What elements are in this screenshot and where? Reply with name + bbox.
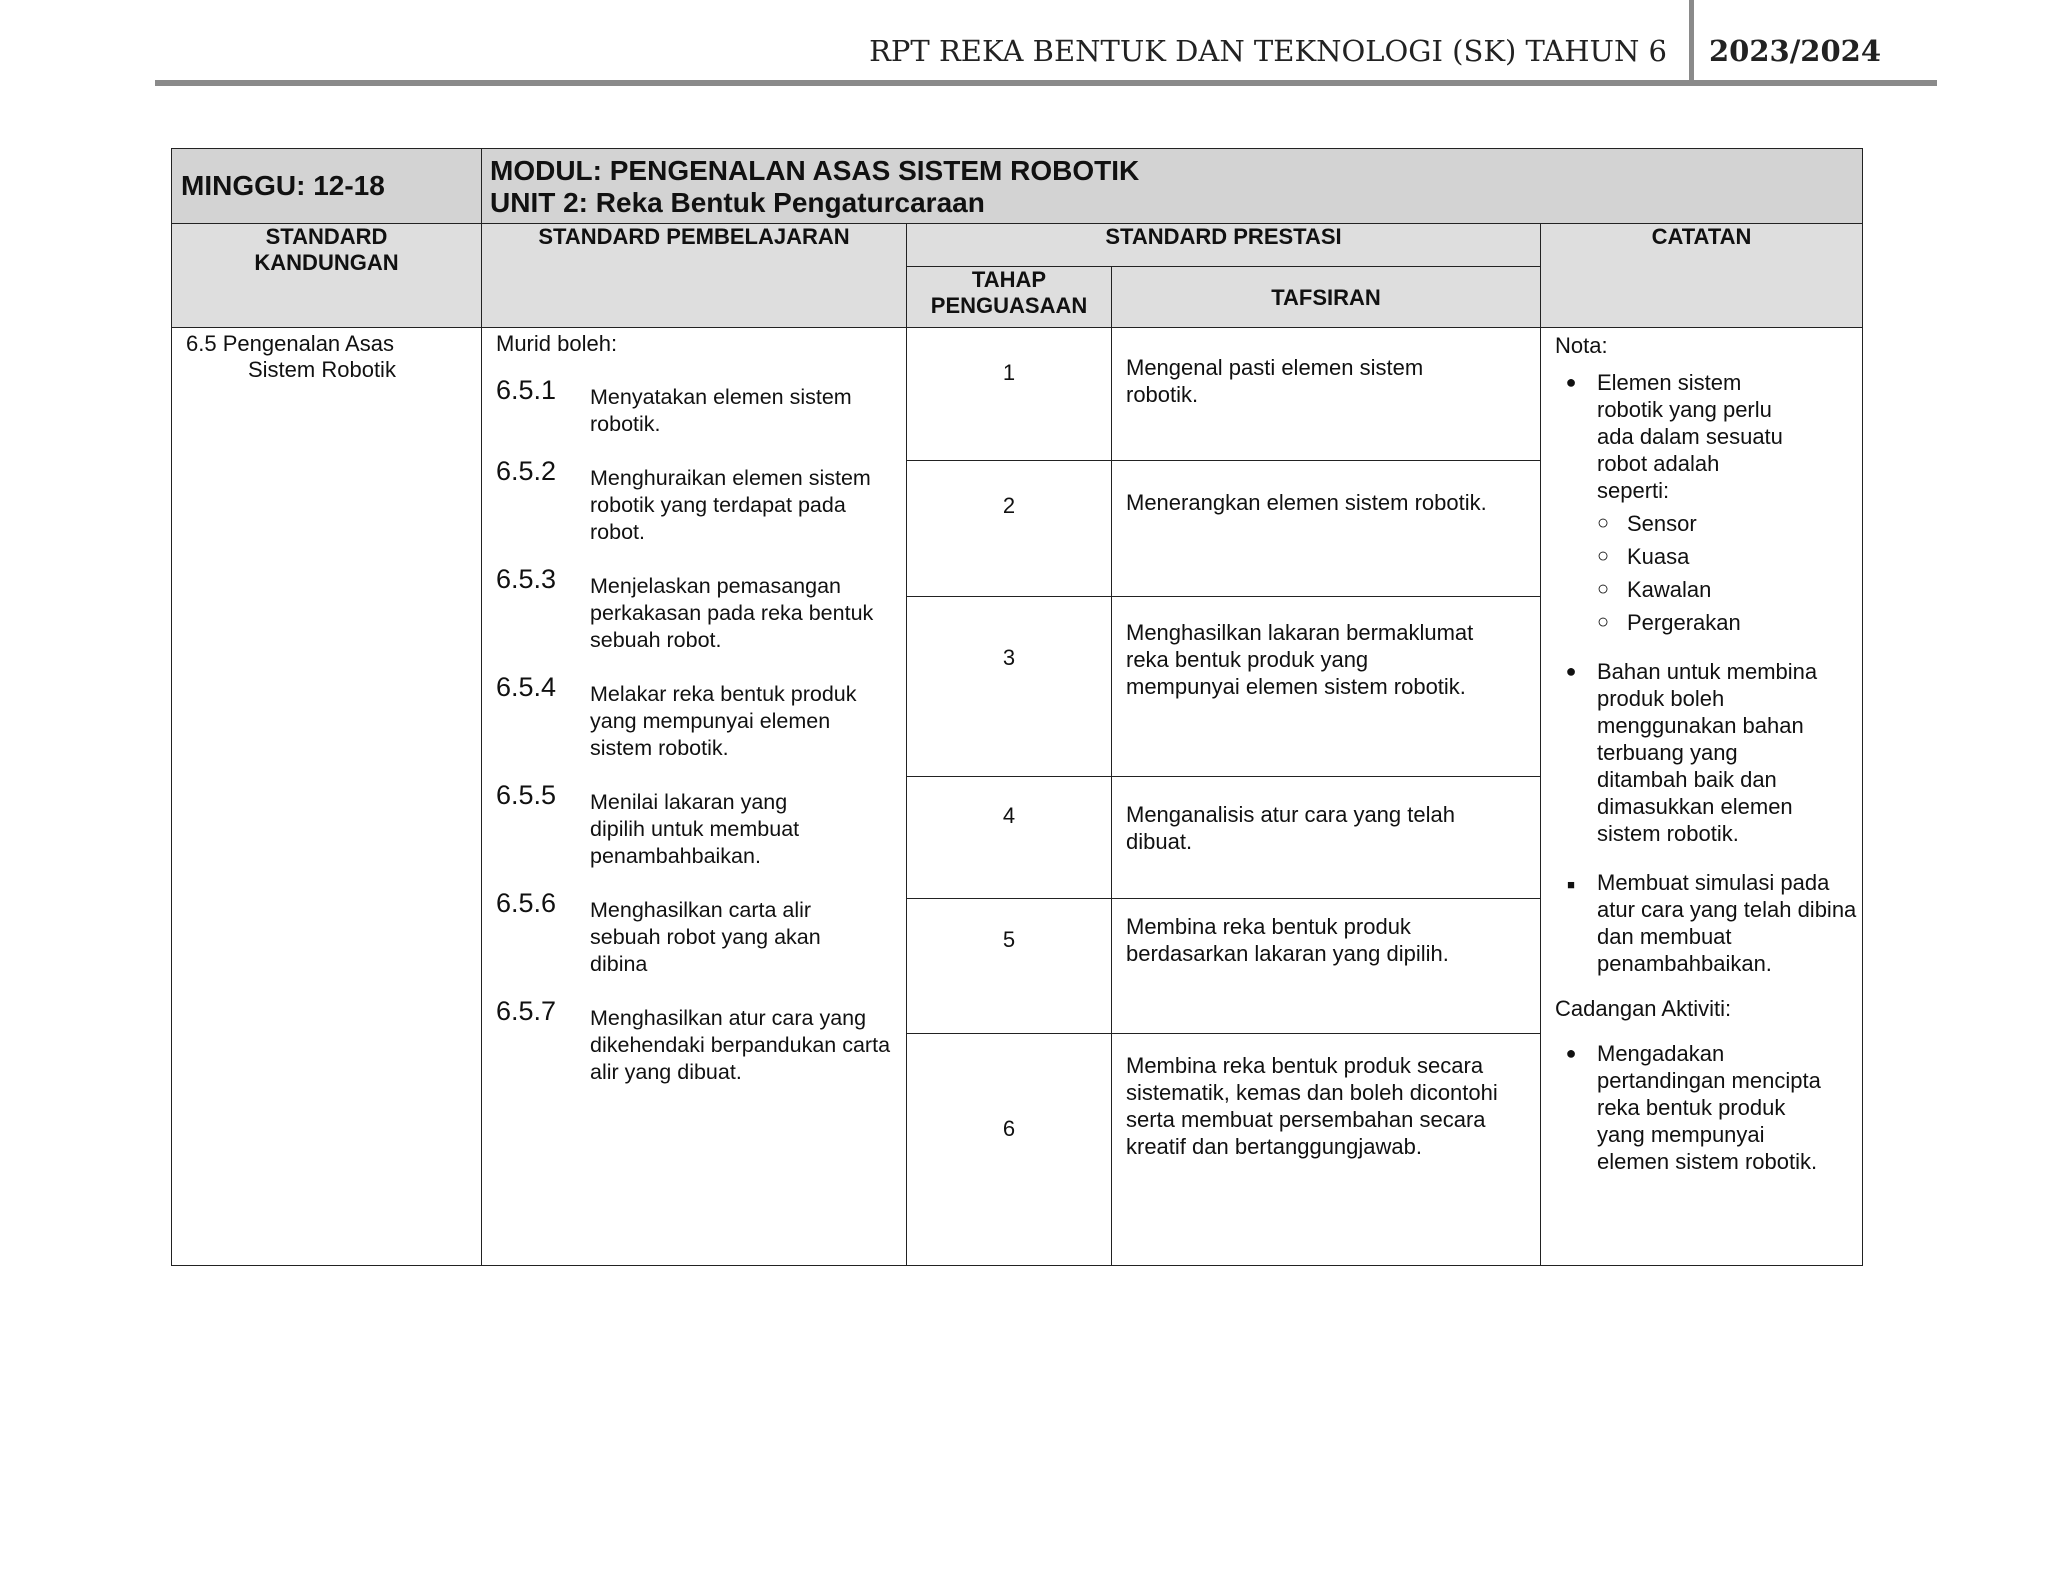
- header-standard-prestasi: STANDARD PRESTASI: [907, 224, 1541, 267]
- unit-title: UNIT 2: Reka Bentuk Pengaturcaraan: [490, 187, 985, 218]
- academic-year: 2023/2024: [1709, 34, 1882, 68]
- minggu-cell: [172, 149, 482, 224]
- circle-bullet-icon: ○: [1597, 611, 1610, 633]
- elemen-item: ○ Kuasa: [1597, 544, 1690, 569]
- bullet-icon: ●: [1565, 372, 1577, 392]
- header-separator: [1689, 0, 1694, 82]
- minggu-label: MINGGU: 12-18: [181, 170, 385, 201]
- sp-item: 6.5.5 Menilai lakaran yang dipilih untuk membuat penambahbaikan.: [496, 780, 800, 868]
- cadangan-list: [1555, 1040, 1850, 1175]
- sp-item: 6.5.6 Menghasilkan carta alir sebuah robot yang akan dibina: [496, 888, 821, 976]
- tafsiran-level-6: Membina reka bentuk produk secara sistematik, kemas dan boleh dicontohi serta membuat persembahan secara kreatif dan bertanggungjawab.: [1112, 1034, 1541, 1266]
- sp-item: 6.5.3 Menjelaskan pemasangan perkakasan pada reka bentuk sebuah robot.: [496, 564, 874, 652]
- sp-intro: Murid boleh:: [496, 331, 618, 356]
- tafsiran-level-2: Menerangkan elemen sistem robotik.: [1112, 461, 1541, 597]
- standard-pembelajaran-cell: [482, 328, 907, 1266]
- elemen-list: [1597, 510, 1850, 636]
- tafsiran-level-5: Membina reka bentuk produk berdasarkan lakaran yang dipilih.: [1112, 899, 1541, 1034]
- elemen-item: ○ Kawalan: [1597, 577, 1712, 602]
- bullet-icon: ●: [1565, 1043, 1577, 1063]
- header-rule: [155, 80, 1937, 86]
- header-standard-kandungan: STANDARD KANDUNGAN: [172, 224, 482, 328]
- rpt-table: [171, 148, 1863, 1266]
- circle-bullet-icon: ○: [1597, 578, 1610, 600]
- sp-item: 6.5.2 Menghuraikan elemen sistem robotik yang terdapat pada robot.: [496, 456, 871, 544]
- tafsiran-level-1: Mengenal pasti elemen sistem robotik.: [1112, 328, 1541, 461]
- header-standard-pembelajaran: STANDARD PEMBELAJARAN: [482, 224, 907, 328]
- module-cell: [482, 149, 1863, 224]
- tahap-level-4: 4: [907, 777, 1112, 899]
- tahap-level-5: 5: [907, 899, 1112, 1034]
- tahap-level-3: 3: [907, 597, 1112, 777]
- catatan-item: ● Elemen sistem robotik yang perlu ada dalam sesuatu robot adalah seperti: ○ Sensor ○ Kuasa ○ Kawalan ○ Pergerakan: [1555, 369, 1850, 636]
- sp-item: 6.5.1 Menyatakan elemen sistem robotik.: [496, 375, 852, 436]
- header-tahap-penguasaan: TAHAP PENGUASAAN: [907, 267, 1112, 328]
- cadangan-label: Cadangan Aktiviti:: [1555, 996, 1732, 1021]
- sp-item: 6.5.4 Melakar reka bentuk produk yang mempunyai elemen sistem robotik.: [496, 672, 857, 760]
- catatan-item: ● Bahan untuk membina produk boleh menggunakan bahan terbuang yang ditambah baik dan dimasukkan elemen sistem robotik.: [1555, 658, 1850, 847]
- tafsiran-level-4: Menganalisis atur cara yang telah dibuat.: [1112, 777, 1541, 899]
- catatan-list: [1555, 369, 1857, 977]
- sk-number: 6.5: [186, 331, 217, 356]
- standard-kandungan-cell: [172, 328, 482, 1266]
- square-bullet-icon: ■: [1567, 877, 1575, 892]
- circle-bullet-icon: ○: [1597, 512, 1610, 534]
- elemen-item: ○ Sensor: [1597, 511, 1697, 536]
- tahap-level-2: 2: [907, 461, 1112, 597]
- circle-bullet-icon: ○: [1597, 545, 1610, 567]
- module-title: MODUL: PENGENALAN ASAS SISTEM ROBOTIK: [490, 155, 1140, 186]
- catatan-cell: [1541, 328, 1863, 1266]
- tahap-level-6: 6: [907, 1034, 1112, 1266]
- nota-label: Nota:: [1555, 333, 1608, 358]
- tafsiran-level-3: Menghasilkan lakaran bermaklumat reka bentuk produk yang mempunyai elemen sistem robotik.: [1112, 597, 1541, 777]
- tahap-level-1: 1: [907, 328, 1112, 461]
- header-catatan: CATATAN: [1541, 224, 1863, 328]
- document-title: RPT REKA BENTUK DAN TEKNOLOGI (SK) TAHUN 6: [869, 34, 1667, 68]
- sp-item: 6.5.7 Menghasilkan atur cara yang dikehendaki berpandukan carta alir yang dibuat.: [496, 996, 891, 1084]
- catatan-item: ● Mengadakan pertandingan mencipta reka bentuk produk yang mempunyai elemen sistem robotik.: [1555, 1040, 1850, 1175]
- page-header: [155, 0, 1937, 86]
- bullet-icon: ●: [1565, 661, 1577, 681]
- sk-line2: Sistem Robotik: [248, 357, 396, 382]
- catatan-item: ■ Membuat simulasi pada atur cara yang telah dibina dan membuat penambahbaikan.: [1555, 869, 1850, 977]
- sk-line1: Pengenalan Asas: [222, 331, 394, 356]
- header-tafsiran: TAFSIRAN: [1112, 267, 1541, 328]
- elemen-item: ○ Pergerakan: [1597, 610, 1741, 635]
